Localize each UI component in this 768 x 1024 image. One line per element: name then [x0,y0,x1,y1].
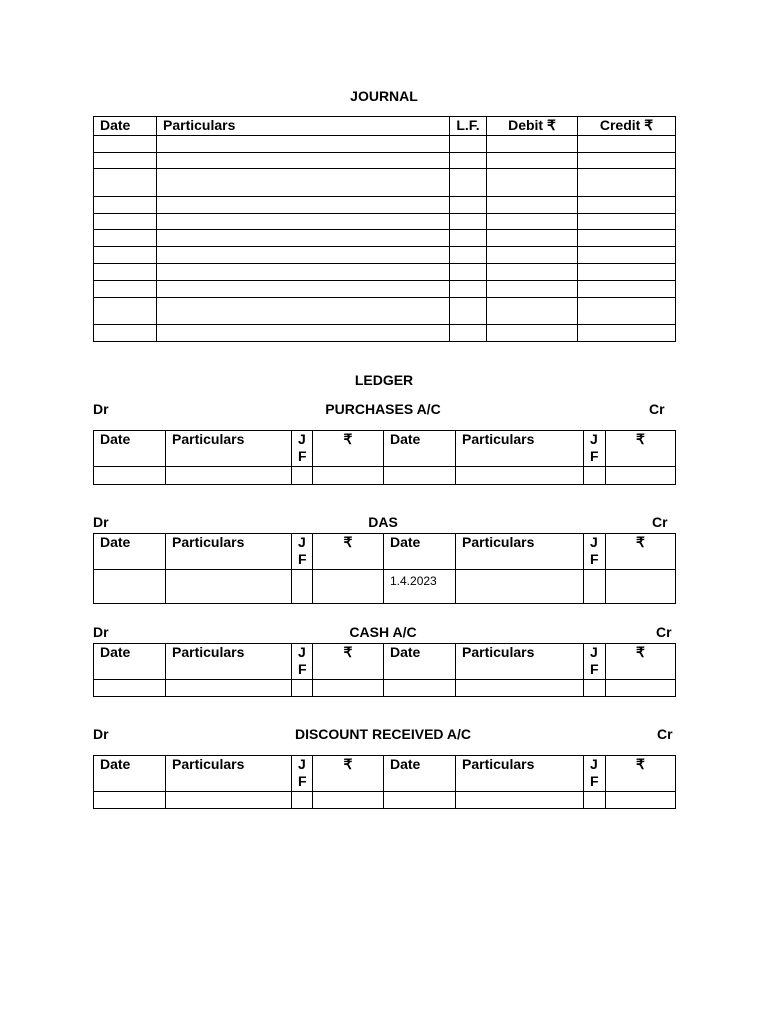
journal-row [94,169,676,197]
dr-jf-header: J F [292,431,313,467]
dr-date-header: Date [94,534,166,570]
dr-date-header: Date [94,644,166,680]
account-header-purchases [93,401,673,419]
journal-row [94,136,676,153]
journal-title: JOURNAL [350,88,418,104]
dr-particulars-header: Particulars [166,534,292,570]
journal-row [94,153,676,169]
account-name: DISCOUNT RECEIVED A/C [294,726,472,742]
journal-header-lf: L.F. [450,117,487,136]
dr-particulars-header: Particulars [166,644,292,680]
ledger-header-row [94,756,676,792]
dr-label: Dr [93,624,109,640]
cr-particulars-header: Particulars [456,756,584,792]
journal-header-particulars: Particulars [157,117,450,136]
journal-row [94,281,676,298]
ledger-table-das [93,533,676,604]
account-name: PURCHASES A/C [325,401,441,417]
ledger-table-cash [93,643,676,697]
cr-amount-header: ₹ [606,431,676,467]
cr-date-header: Date [384,644,456,680]
dr-amount-header: ₹ [313,644,384,680]
account-name: CASH A/C [349,624,417,640]
account-header-discount [93,726,673,744]
ledger-row [94,570,676,604]
dr-particulars-header: Particulars [166,756,292,792]
journal-table [93,116,676,342]
account-header-cash [93,624,673,642]
cr-jf-header: J F [584,534,606,570]
entry-date: 1.4.2023 [384,570,456,604]
account-name: DAS [368,514,398,530]
dr-particulars-header: Particulars [166,431,292,467]
ledger-table-purchases [93,430,676,485]
dr-label: Dr [93,726,109,742]
dr-jf-header: J F [292,756,313,792]
ledger-row [94,792,676,809]
dr-jf-header: J F [292,644,313,680]
cr-jf-header: J F [584,431,606,467]
dr-label: Dr [93,514,109,530]
journal-row [94,230,676,247]
cr-label: Cr [652,514,668,530]
cr-date-header: Date [384,534,456,570]
cr-label: Cr [649,401,665,417]
ledger-row [94,680,676,697]
cr-label: Cr [656,624,672,640]
dr-amount-header: ₹ [313,534,384,570]
journal-row [94,197,676,214]
cr-amount-header: ₹ [606,756,676,792]
ledger-title: LEDGER [354,372,414,388]
account-header-das [93,514,673,532]
ledger-header-row [94,431,676,467]
cr-label: Cr [657,726,673,742]
cr-date-header: Date [384,756,456,792]
journal-row [94,325,676,342]
cr-amount-header: ₹ [606,644,676,680]
dr-amount-header: ₹ [313,431,384,467]
journal-header-date: Date [94,117,157,136]
dr-jf-header: J F [292,534,313,570]
cr-particulars-header: Particulars [456,644,584,680]
journal-row [94,298,676,325]
cr-particulars-header: Particulars [456,431,584,467]
ledger-table-discount [93,755,676,809]
journal-row [94,264,676,281]
ledger-header-row [94,534,676,570]
dr-date-header: Date [94,756,166,792]
ledger-row [94,467,676,485]
dr-amount-header: ₹ [313,756,384,792]
journal-header-row [94,117,676,136]
cr-jf-header: J F [584,644,606,680]
journal-row [94,247,676,264]
dr-date-header: Date [94,431,166,467]
cr-particulars-header: Particulars [456,534,584,570]
journal-header-credit: Credit ₹ [578,117,676,136]
cr-date-header: Date [384,431,456,467]
journal-header-debit: Debit ₹ [487,117,578,136]
dr-label: Dr [93,401,109,417]
journal-row [94,214,676,230]
cr-jf-header: J F [584,756,606,792]
ledger-header-row [94,644,676,680]
cr-amount-header: ₹ [606,534,676,570]
